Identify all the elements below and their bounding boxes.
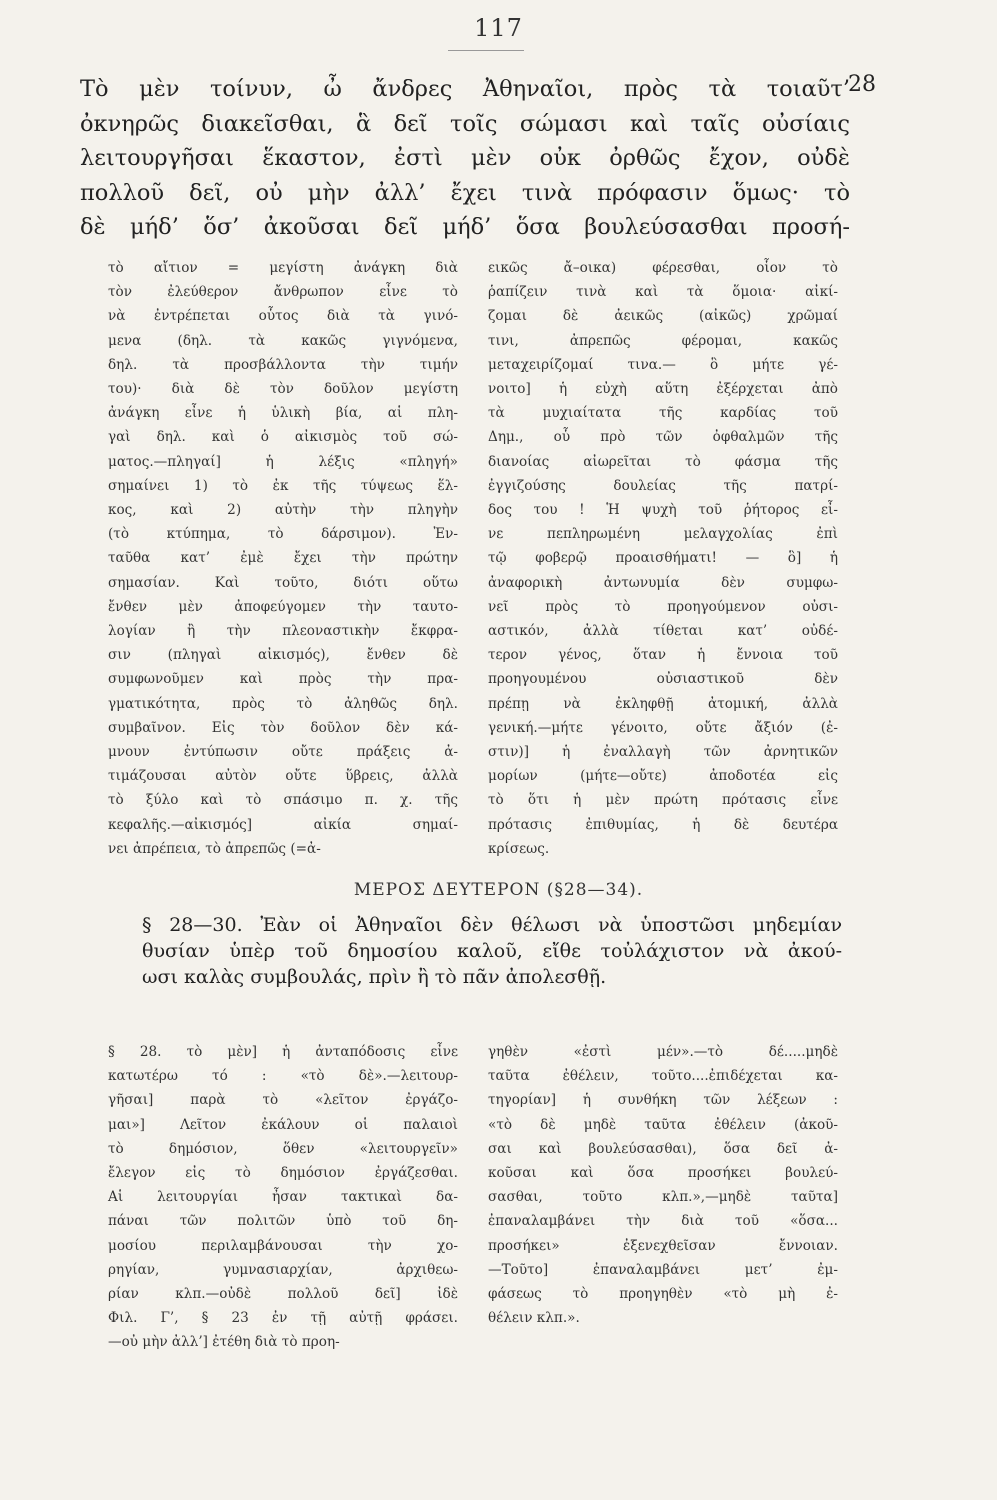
note-line: φάσεως τὸ προηγηθὲν «τὸ μὴ ἐ- [488,1286,838,1303]
note-line: του)· διὰ δὲ τὸν δοῦλον μεγίστη [108,381,458,398]
note-line: Αἱ λειτουργίαι ἦσαν τακτικαὶ δα- [108,1189,458,1206]
note-line: μαι»] Λεῖτον ἐκάλουν οἱ παλαιοὶ [108,1116,458,1133]
note-line: ἔλεγον εἰς τὸ δημόσιον ἐργάζεσθαι. [108,1165,458,1182]
note-line: πρότασις ἐπιθυμίας, ἡ δὲ δευτέρα [488,816,838,833]
note-line: ζομαι δὲ ἀεικῶς (αἰκῶς) χρῶμαί [488,308,838,325]
note-line: γενική.—μήτε γένοιτο, οὔτε ἄξιόν (ἐ- [488,719,838,736]
note-line: ρίαν κλπ.—οὐδὲ πολλοῦ δεῖ] ἰδὲ [108,1286,458,1303]
note-line: «τὸ δὲ μηδὲ ταῦτα ἐθέλειν (ἀκοῦ- [488,1116,838,1133]
note-line: ρηγίαν, γυμνασιαρχίαν, ἀρχιθεω- [108,1261,458,1278]
note-line: γηθὲν «ἐστὶ μέν».—τὸ δέ.....μηδὲ [488,1044,838,1060]
note-line: τὸ δημόσιον, ὅθεν «λειτουργεῖν» [108,1140,458,1157]
note-line: κρίσεως. [488,840,550,857]
note-line: τὸ αἴτιον = μεγίστη ἀνάγκη διὰ [108,260,458,276]
note-line: γαὶ δηλ. καὶ ὁ αἰκισμὸς τοῦ σώ- [108,429,458,446]
note-line: κατωτέρω τό : «τὸ δὲ».—λειτουρ- [108,1068,458,1085]
note-line: σιν (πληγαὶ αἰκισμός), ἔνθεν δὲ [108,647,458,664]
note-line: μνουν ἐντύπωσιν οὔτε πράξεις ἀ- [108,744,458,761]
note-line: γῆσαι] παρὰ τὸ «λεῖτον ἐργάζο- [108,1092,458,1109]
note-line: σημαίνει 1) τὸ ἐκ τῆς τύψεως ἕλ- [108,477,458,494]
note-line: τὸν ἐλεύθερον ἄνθρωπον εἶνε τὸ [108,284,458,301]
section-text-line: θυσίαν ὑπὲρ τοῦ δημοσίου καλοῦ, εἴθε τοὐλάχιστον νὰ ἀκού- [142,940,842,962]
note-line: Φιλ. Γ’, § 23 ἐν τῇ αὐτῇ φράσει. [108,1310,458,1327]
page-number: 117 [474,14,523,42]
note-line: μεταχειρίζομαί τινα.— ὃ μήτε γέ- [488,356,838,373]
note-line: κοῦσαι καὶ ὅσα προσήκει βουλεύ- [488,1165,838,1182]
notes-bottom-left-column [108,1040,458,1355]
note-line: γματικότητα, πρὸς τὸ ἀληθῶς δηλ. [108,695,458,712]
section-summary-text [142,912,842,990]
note-line: τῷ φοβερῷ προαισθήματι! — ὃ] ἡ [488,550,838,567]
notes-top-left-column [108,256,458,861]
main-text-line: δὲ μήδ’ ὅσ’ ἀκοῦσαι δεῖ μήδ’ ὅσα βουλεύσασθαι προσή- [80,214,850,240]
note-line: Δημ., οὗ πρὸ τῶν ὀφθαλμῶν τῆς [488,429,838,446]
section-heading: ΜΕΡΟΣ ΔΕΥΤΕΡΟΝ (§28—34). [353,880,644,900]
note-line: εικῶς ἄ–οικα) φέρεσθαι, οἷον τὸ [488,260,838,276]
note-line: κος, καὶ 2) αὐτὴν τὴν πληγὴν [108,502,458,519]
notes-top-right-column [488,256,838,861]
note-line: μορίων (μήτε—οὔτε) ἀποδοτέα εἰς [488,768,838,785]
note-line: λογίαν ἢ τὴν πλεοναστικὴν ἔκφρα- [108,623,458,640]
note-line: κεφαλῆς.—αἰκισμός] αἰκία σημαί- [108,816,458,833]
note-line: (τὸ κτύπημα, τὸ δάρσιμον). Ἐν- [108,526,458,543]
note-line: συμβαῖνον. Εἰς τὸν δοῦλον δὲν κά- [108,719,458,736]
note-line: νει ἀπρέπεια, τὸ ἀπρεπῶς (=ἀ- [108,840,321,857]
note-line: ἔνθεν μὲν ἀποφεύγομεν τὴν ταυτο- [108,598,458,615]
note-line: προηγουμένου οὐσιαστικοῦ δὲν [488,671,838,688]
main-text-line: λειτουργῆσαι ἕκαστον, ἐστὶ μὲν οὐκ ὀρθῶς ἔχον, οὐδὲ [80,145,850,171]
note-line: ταῦτα ἐθέλειν, τοῦτο....ἐπιδέχεται κα- [488,1068,838,1085]
note-line: σημασίαν. Καὶ τοῦτο, διότι οὕτω [108,574,458,591]
note-line: συμφωνοῦμεν καὶ πρὸς τὴν πρα- [108,671,458,688]
note-line: τὸ ὅτι ἡ μὲν πρώτη πρότασις εἶνε [488,792,838,809]
note-line: νοιτο] ἡ εὐχὴ αὕτη ἐξέρχεται ἀπὸ [488,381,838,398]
note-line: νεῖ πρὸς τὸ προηγούμενον οὐσι- [488,598,838,615]
note-line: § 28. τὸ μὲν] ἡ ἀνταπόδοσις εἶνε [108,1044,458,1060]
note-line: τὸ ξύλο καὶ τὸ σπάσιμο π. χ. τῆς [108,792,458,809]
note-line: τερον γένος, ὅταν ἡ ἔννοια τοῦ [488,647,838,664]
note-line: μοσίου περιλαμβάνουσαι τὴν χο- [108,1237,458,1254]
note-line: δηλ. τὰ προσβάλλοντα τὴν τιμήν [108,356,458,373]
note-line: ταῦθα κατ’ ἐμὲ ἔχει τὴν πρώτην [108,550,458,567]
note-line: ματος.—πληγαί] ἡ λέξις «πληγή» [108,453,458,470]
note-line: νὰ ἐντρέπεται οὗτος διὰ τὰ γινό- [108,308,458,325]
note-line: —Τοῦτο] ἐπαναλαμβάνει μετ’ ἐμ- [488,1261,838,1278]
main-text-line: πολλοῦ δεῖ, οὐ μὴν ἀλλ’ ἔχει τινὰ πρόφασιν ὅμως· τὸ [80,179,850,206]
main-text [80,72,850,245]
note-line: προσήκει» ἐξενεχθεῖσαν ἔννοιαν. [488,1237,838,1254]
note-line: σαι καὶ βουλεύσασθαι), ὅσα δεῖ ἀ- [488,1140,838,1157]
note-line: ἀναφορικὴ ἀντωνυμία δὲν συμφω- [488,574,838,591]
note-line: διανοίας αἰωρεῖται τὸ φάσμα τῆς [488,453,838,470]
note-line: μενα (δηλ. τὰ κακῶς γιγνόμενα, [108,332,458,349]
note-line: στιν)] ἡ ἐναλλαγὴ τῶν ἀρνητικῶν [488,744,838,761]
note-line: δος του ! Ἡ ψυχὴ τοῦ ῥήτορος εἶ- [488,502,838,519]
margin-section-number: 28 [848,72,876,97]
note-line: θέλειν κλπ.». [488,1310,580,1327]
note-line: ἐγγιζούσης δουλείας τῆς πατρί- [488,477,838,494]
note-line: ἐπαναλαμβάνει τὴν διὰ τοῦ «ὅσα... [488,1213,838,1230]
note-line: σασθαι, τοῦτο κλπ.»,—μηδὲ ταῦτα] [488,1189,838,1206]
section-text-line: § 28—30. Ἐὰν οἱ Ἀθηναῖοι δὲν θέλωσι νὰ ὑποστῶσι μηδεμίαν [142,914,842,936]
section-text-line: ωσι καλὰς συμβουλάς, πρὶν ἢ τὸ πᾶν ἀπολεσθῇ. [142,966,607,988]
page-number-rule [448,50,524,51]
note-line: —οὐ μὴν ἀλλ’] ἐτέθη διὰ τὸ προη- [108,1334,340,1351]
main-text-line: ὀκνηρῶς διακεῖσθαι, ἃ δεῖ τοῖς σώμασι καὶ ταῖς οὐσίαις [80,110,850,137]
note-line: ἀνάγκη εἶνε ἡ ὑλικὴ βία, αἱ πλη- [108,405,458,422]
note-line: πάναι τῶν πολιτῶν ὑπὸ τοῦ δη- [108,1213,458,1230]
note-line: ῥαπίζειν τινὰ καὶ τὰ ὅμοια· αἰκί- [488,284,838,301]
note-line: τηγορίαν] ἡ συνθήκη τῶν λέξεων : [488,1092,838,1109]
note-line: πρέπῃ νὰ ἐκληφθῇ ἀτομική, ἀλλὰ [488,695,838,712]
main-text-line: Τὸ μὲν τοίνυν, ὦ ἄνδρες Ἀθηναῖοι, πρὸς τὰ τοιαῦτ’ [80,76,850,102]
note-line: αστικόν, ἀλλὰ τίθεται κατ’ οὐδέ- [488,623,838,640]
note-line: νε πεπληρωμένη μελαγχολίας ἐπὶ [488,526,838,543]
note-line: τιμάζουσαι αὐτὸν οὔτε ὕβρεις, ἀλλὰ [108,768,458,785]
notes-bottom-right-column [488,1040,838,1330]
note-line: τὰ μυχιαίτατα τῆς καρδίας τοῦ [488,405,838,422]
note-line: τινι, ἀπρεπῶς φέρομαι, κακῶς [488,332,838,349]
